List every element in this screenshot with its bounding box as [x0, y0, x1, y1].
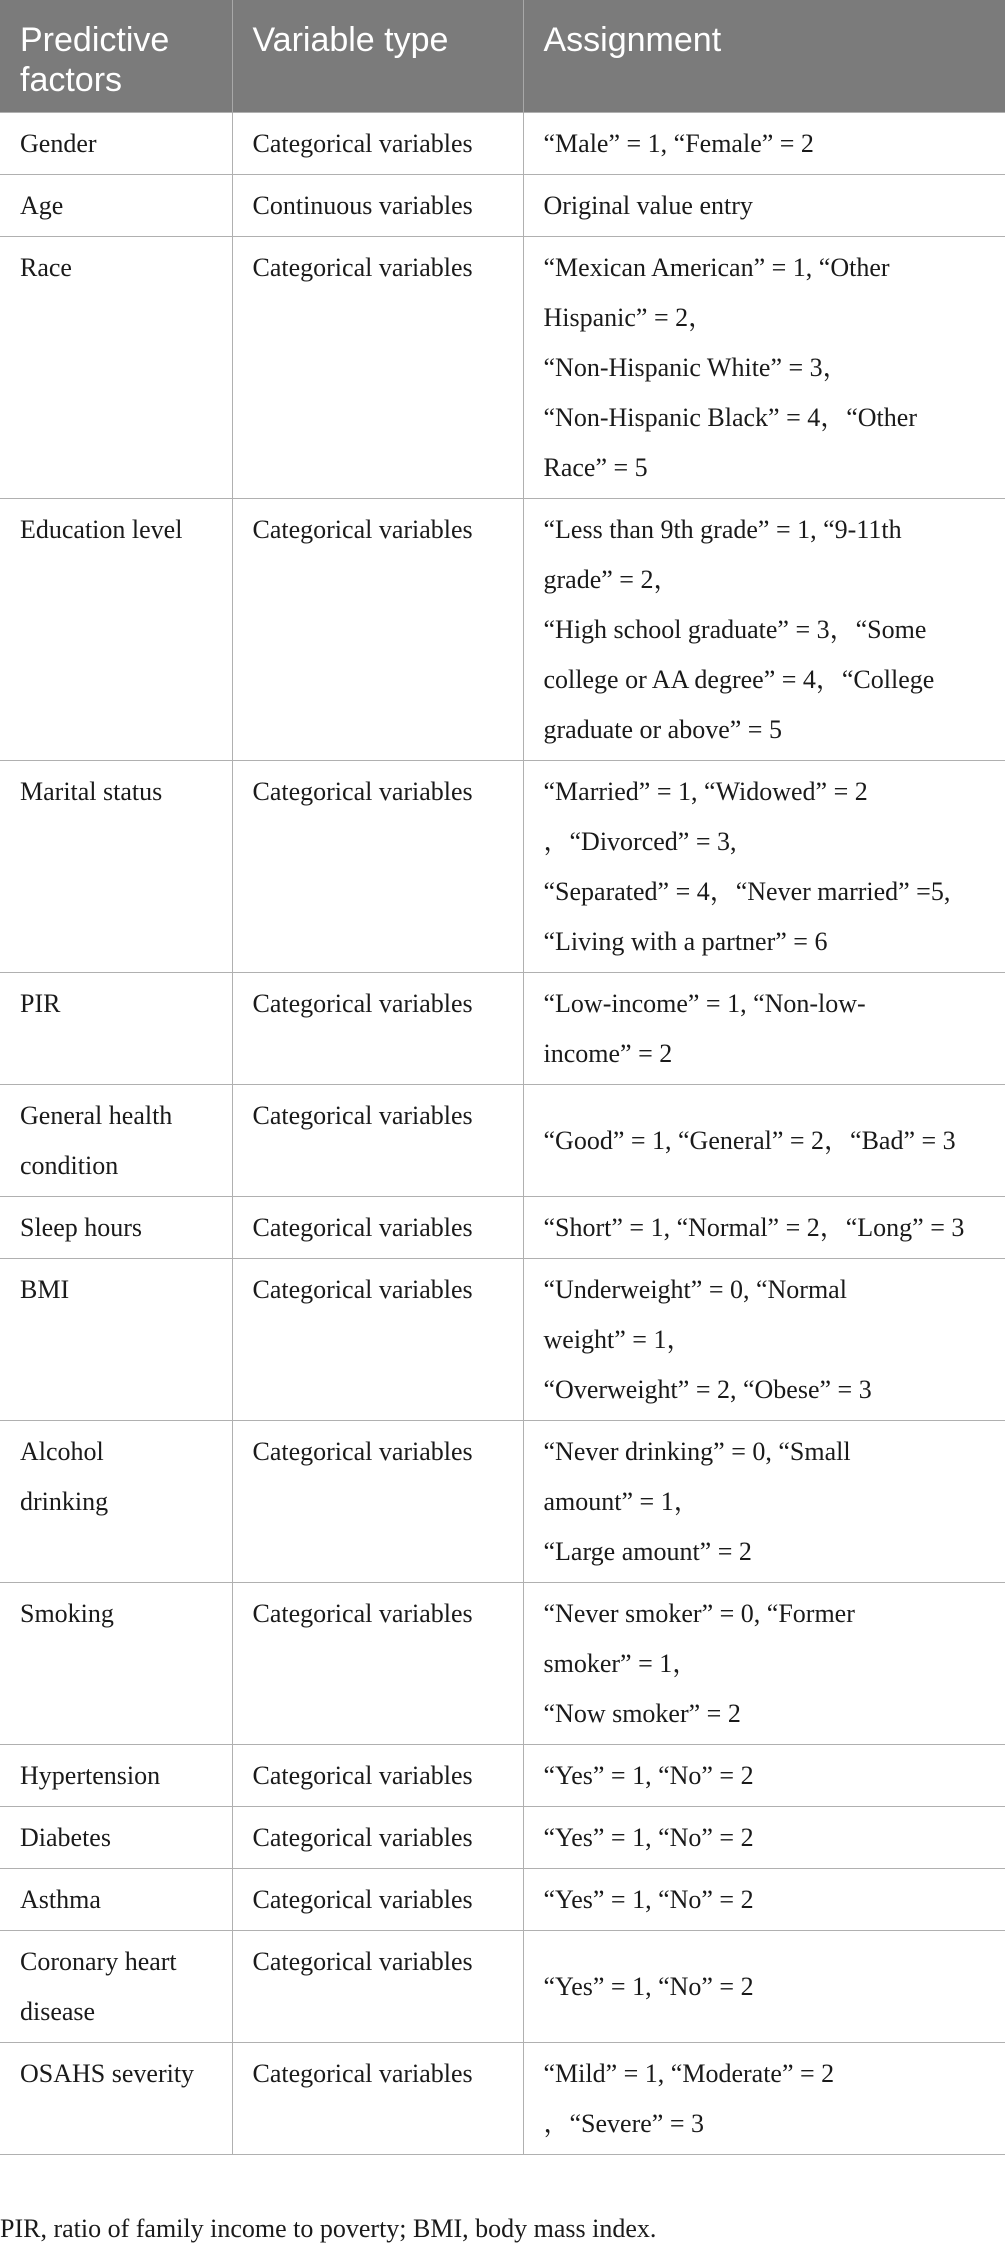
- table-row: [0, 1931, 1005, 2043]
- cell-variable-type: Categorical variables: [232, 1931, 523, 2043]
- header-row: [0, 0, 1005, 113]
- cell-line: disease: [20, 1997, 96, 2026]
- cell-line: Hypertension: [20, 1761, 161, 1790]
- cell-assignment: [523, 1085, 1005, 1197]
- cell-assignment: [523, 237, 1005, 499]
- cell-variable-type: Categorical variables: [232, 237, 523, 499]
- cell-predictive-factor: [0, 1085, 232, 1197]
- cell-variable-type: Categorical variables: [232, 1085, 523, 1197]
- table-row: [0, 1745, 1005, 1807]
- column-header-line: Variable type: [252, 21, 449, 59]
- cell-line: “Mild” = 1, “Moderate” = 2: [543, 2059, 835, 2088]
- cell-predictive-factor: [0, 1197, 232, 1259]
- table-row: [0, 1259, 1005, 1421]
- column-header-assignment: [523, 0, 1005, 113]
- cell-line: “Non-Hispanic Black” = 4，“Other: [543, 403, 917, 432]
- cell-variable-type: Categorical variables: [232, 1869, 523, 1931]
- cell-line: “Never drinking” = 0, “Small: [543, 1437, 851, 1466]
- cell-line: Asthma: [20, 1885, 101, 1914]
- cell-line: General health: [20, 1101, 173, 1130]
- cell-variable-type: Categorical variables: [232, 1745, 523, 1807]
- cell-predictive-factor: [0, 1259, 232, 1421]
- cell-line: Diabetes: [20, 1823, 111, 1852]
- cell-predictive-factor: [0, 973, 232, 1085]
- cell-variable-type: Categorical variables: [232, 2043, 523, 2155]
- cell-variable-type: Continuous variables: [232, 175, 523, 237]
- cell-line: ，“Divorced” = 3,: [543, 827, 737, 856]
- cell-line: Race” = 5: [543, 453, 648, 482]
- cell-line: grade” = 2，: [543, 565, 680, 594]
- cell-predictive-factor: [0, 175, 232, 237]
- cell-line: ，“Severe” = 3: [543, 2109, 704, 2138]
- cell-line: “Overweight” = 2, “Obese” = 3: [543, 1375, 872, 1404]
- cell-variable-type: Categorical variables: [232, 499, 523, 761]
- cell-assignment: [523, 1421, 1005, 1583]
- table-row: [0, 237, 1005, 499]
- cell-assignment: [523, 113, 1005, 175]
- cell-predictive-factor: [0, 1807, 232, 1869]
- cell-predictive-factor: [0, 1583, 232, 1745]
- cell-line: Smoking: [20, 1599, 114, 1628]
- table-header: [0, 0, 1005, 113]
- cell-line: Gender: [20, 129, 97, 158]
- cell-line: “Mexican American” = 1, “Other: [543, 253, 890, 282]
- cell-predictive-factor: [0, 761, 232, 973]
- cell-line: “Living with a partner” = 6: [543, 927, 828, 956]
- cell-line: Original value entry: [543, 191, 753, 220]
- cell-line: “Good” = 1, “General” = 2，“Bad” = 3: [543, 1126, 956, 1155]
- table-footnote: PIR, ratio of family income to poverty; BMI, body mass index.: [0, 2214, 657, 2243]
- cell-predictive-factor: [0, 2043, 232, 2155]
- cell-line: “Short” = 1, “Normal” = 2，“Long” = 3: [543, 1213, 965, 1242]
- cell-line: “Married” = 1, “Widowed” = 2: [543, 777, 868, 806]
- cell-variable-type: Categorical variables: [232, 1583, 523, 1745]
- cell-variable-type: Categorical variables: [232, 1259, 523, 1421]
- cell-variable-type: Categorical variables: [232, 973, 523, 1085]
- cell-line: Education level: [20, 515, 183, 544]
- cell-assignment: [523, 1197, 1005, 1259]
- table-row: [0, 1869, 1005, 1931]
- cell-predictive-factor: [0, 1931, 232, 2043]
- cell-line: college or AA degree” = 4，“College: [543, 665, 935, 694]
- cell-line: “High school graduate” = 3，“Some: [543, 615, 927, 644]
- cell-line: smoker” = 1，: [543, 1649, 699, 1678]
- cell-line: Hispanic” = 2，: [543, 303, 715, 332]
- cell-variable-type: Categorical variables: [232, 113, 523, 175]
- cell-line: Sleep hours: [20, 1213, 143, 1242]
- table-row: [0, 499, 1005, 761]
- cell-line: “Separated” = 4，“Never married” =5,: [543, 877, 951, 906]
- cell-line: Coronary heart: [20, 1947, 177, 1976]
- cell-assignment: [523, 1807, 1005, 1869]
- cell-assignment: [523, 1869, 1005, 1931]
- cell-line: “Non-Hispanic White” = 3，: [543, 353, 849, 382]
- column-header-type: [232, 0, 523, 113]
- cell-assignment: [523, 761, 1005, 973]
- cell-line: “Less than 9th grade” = 1, “9-11th: [543, 515, 902, 544]
- column-header-factor: [0, 0, 232, 113]
- cell-line: “Yes” = 1, “No” = 2: [543, 1972, 754, 2001]
- cell-assignment: [523, 1259, 1005, 1421]
- table-row: [0, 2043, 1005, 2155]
- cell-predictive-factor: [0, 1869, 232, 1931]
- cell-line: “Yes” = 1, “No” = 2: [543, 1885, 754, 1914]
- cell-line: “Large amount” = 2: [543, 1537, 752, 1566]
- cell-line: graduate or above” = 5: [543, 715, 782, 744]
- cell-line: drinking: [20, 1487, 109, 1516]
- cell-line: OSAHS severity: [20, 2059, 195, 2088]
- cell-line: PIR: [20, 989, 61, 1018]
- cell-line: “Low-income” = 1, “Non-low-: [543, 989, 866, 1018]
- table-body: [0, 113, 1005, 2155]
- cell-line: “Never smoker” = 0, “Former: [543, 1599, 855, 1628]
- cell-assignment: [523, 1583, 1005, 1745]
- cell-assignment: [523, 499, 1005, 761]
- cell-predictive-factor: [0, 237, 232, 499]
- cell-line: “Yes” = 1, “No” = 2: [543, 1823, 754, 1852]
- cell-variable-type: Categorical variables: [232, 1421, 523, 1583]
- table-row: [0, 1421, 1005, 1583]
- table-row: [0, 1085, 1005, 1197]
- cell-predictive-factor: [0, 1421, 232, 1583]
- table-row: [0, 175, 1005, 237]
- table-row: [0, 1197, 1005, 1259]
- cell-line: Race: [20, 253, 72, 282]
- column-header-line: Assignment: [543, 21, 722, 59]
- table-row: [0, 1807, 1005, 1869]
- cell-line: “Now smoker” = 2: [543, 1699, 741, 1728]
- cell-assignment: [523, 1745, 1005, 1807]
- cell-line: “Male” = 1, “Female” = 2: [543, 129, 814, 158]
- cell-line: amount” = 1，: [543, 1487, 700, 1516]
- cell-line: BMI: [20, 1275, 70, 1304]
- cell-assignment: [523, 1931, 1005, 2043]
- cell-assignment: [523, 2043, 1005, 2155]
- cell-assignment: [523, 175, 1005, 237]
- cell-line: condition: [20, 1151, 119, 1180]
- column-header-line: factors: [20, 61, 123, 99]
- table-row: [0, 1583, 1005, 1745]
- cell-line: weight” = 1，: [543, 1325, 693, 1354]
- cell-variable-type: Categorical variables: [232, 1197, 523, 1259]
- cell-line: Marital status: [20, 777, 163, 806]
- cell-line: “Yes” = 1, “No” = 2: [543, 1761, 754, 1790]
- table-row: [0, 113, 1005, 175]
- cell-line: Alcohol: [20, 1437, 104, 1466]
- column-header-line: Predictive: [20, 21, 170, 59]
- table-row: [0, 973, 1005, 1085]
- cell-line: income” = 2: [543, 1039, 673, 1068]
- cell-variable-type: Categorical variables: [232, 761, 523, 973]
- cell-predictive-factor: [0, 113, 232, 175]
- cell-line: “Underweight” = 0, “Normal: [543, 1275, 847, 1304]
- cell-predictive-factor: [0, 1745, 232, 1807]
- table-row: [0, 761, 1005, 973]
- cell-assignment: [523, 973, 1005, 1085]
- cell-predictive-factor: [0, 499, 232, 761]
- cell-variable-type: Categorical variables: [232, 1807, 523, 1869]
- cell-line: Age: [20, 191, 64, 220]
